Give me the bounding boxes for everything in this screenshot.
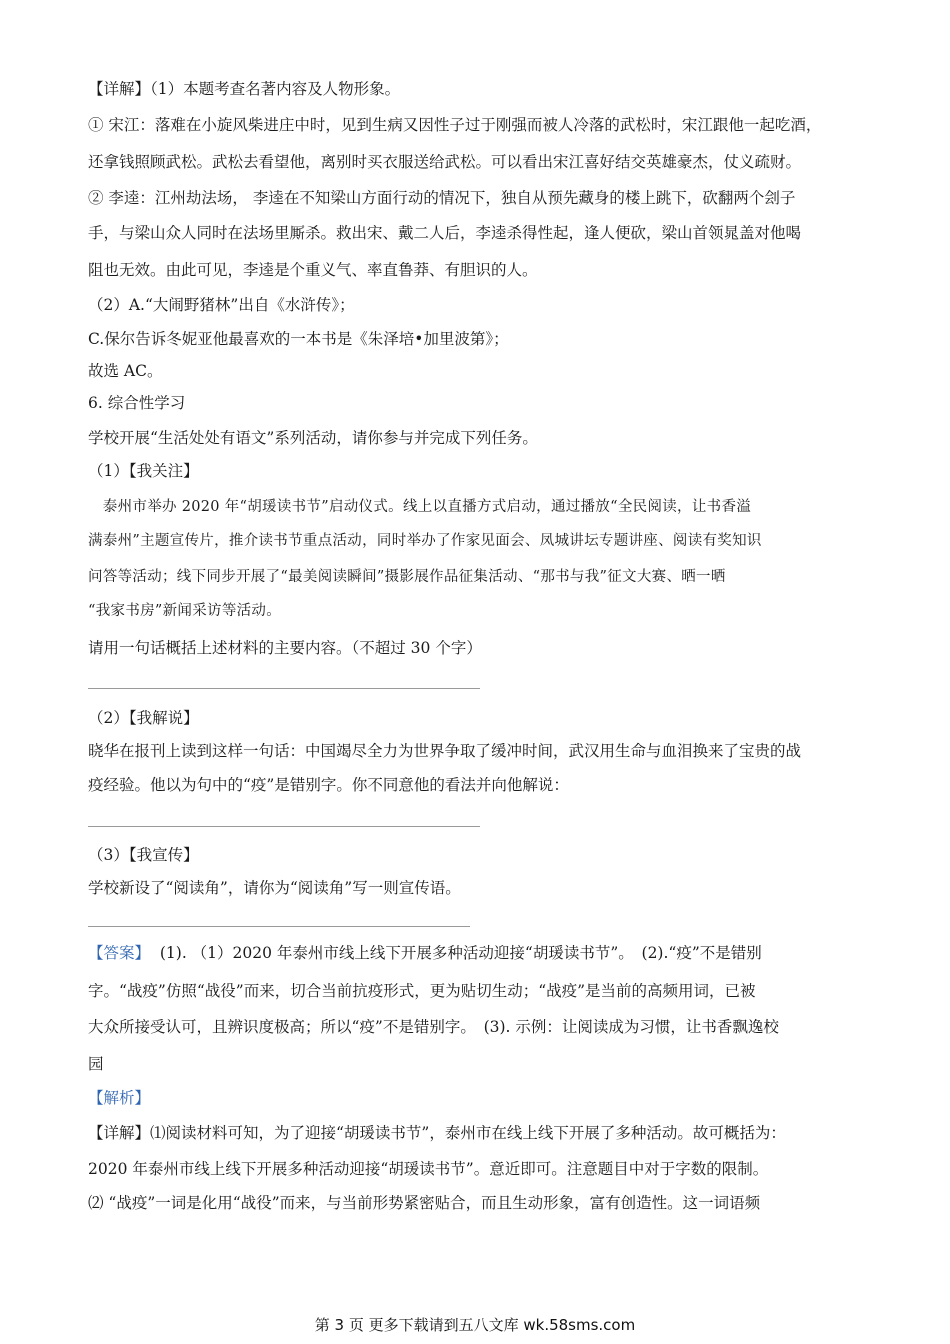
answer-line — [88, 943, 762, 963]
material-line: 泰州市举办 2020 年“胡瑗读书节”启动仪式。线上以直播方式启动，通过播放“全民阅读，让书香溢 — [88, 499, 752, 515]
text-line: 2020 年泰州市线上线下开展多种活动迎接“胡瑗读书节”。意近即可。注意题目中对于字数的限制。 — [88, 1160, 769, 1178]
answer-text: (1). （1）2020 年泰州市线上线下开展多种活动迎接“胡瑗读书节”。 (2).“疫”不是错别 — [159, 944, 762, 962]
analysis-tag: 【解析】 — [88, 1089, 151, 1107]
subtask-heading: （2）【我解说】 — [88, 709, 199, 727]
text-line: ⑵ “战疫”一词是化用“战役”而来，与当前形势紧密贴合，而且生动形象，富有创造性。这一词语频 — [88, 1194, 761, 1212]
answer-blank-line — [88, 826, 480, 827]
text-line: 【详解】⑴阅读材料可知，为了迎接“胡瑗读书节”，泰州市在线上线下开展了多种活动。故可概括为： — [88, 1124, 786, 1142]
answer-line: 大众所接受认可，且辨识度极高；所以“疫”不是错别字。 (3). 示例：让阅读成为习惯，让书香飘逸校 — [88, 1018, 779, 1036]
text-line: C.保尔告诉冬妮亚他最喜欢的一本书是《朱泽培•加里波第》； — [88, 330, 509, 348]
text-line: 晓华在报刊上读到这样一句话：中国竭尽全力为世界争取了缓冲时间，武汉用生命与血泪换来了宝贵的战 — [88, 742, 802, 760]
subtask-heading: （1）【我关注】 — [88, 462, 199, 480]
text-line: ① 宋江：落难在小旋风柴进庄中时，见到生病又因性子过于刚强而被人冷落的武松时，宋江跟他一起吃酒， — [88, 116, 822, 134]
answer-line: 园 — [88, 1055, 104, 1073]
answer-line: 字。“战疫”仿照“战役”而来，切合当前抗疫形式，更为贴切生动；“战疫”是当前的高频用词，已被 — [88, 982, 756, 1000]
text-line: 还拿钱照顾武松。武松去看望他，离别时买衣服送给武松。可以看出宋江喜好结交英雄豪杰，仗义疏财。 — [88, 153, 802, 171]
subtask-heading: （3）【我宣传】 — [88, 846, 199, 864]
text-line: 学校新设了“阅读角”，请你为“阅读角”写一则宣传语。 — [88, 879, 461, 897]
answer-blank-line — [88, 926, 470, 927]
material-line: 问答等活动；线下同步开展了“最美阅读瞬间”摄影展作品征集活动、“那书与我”征文大赛、晒一晒 — [88, 569, 726, 585]
text-line: 疫经验。他以为句中的“疫”是错别字。你不同意他的看法并向他解说： — [88, 776, 569, 794]
text-line: 学校开展“生活处处有语文”系列活动，请你参与并完成下列任务。 — [88, 429, 538, 447]
material-line: “我家书房”新闻采访等活动。 — [88, 603, 282, 619]
question-heading: 6. 综合性学习 — [88, 394, 186, 412]
page-footer: 第 3 页 更多下载请到五八文库 wk.58sms.com — [314, 1316, 636, 1334]
answer-blank-line — [88, 688, 480, 689]
text-line: （2）A.“大闹野猪林”出自《水浒传》； — [88, 296, 355, 314]
text-line: 手，与梁山众人同时在法场里厮杀。救出宋、戴二人后，李逵杀得性起，逢人便砍，梁山首领晁盖对他喝 — [88, 224, 802, 242]
material-line: 满泰州”主题宣传片，推介读书节重点活动，同时举办了作家见面会、凤城讲坛专题讲座、阅读有奖知识 — [88, 533, 762, 549]
text-line: 请用一句话概括上述材料的主要内容。（不超过 30 个字） — [88, 639, 482, 657]
answer-tag: 【答案】 — [88, 944, 151, 962]
text-line: 故选 AC。 — [88, 362, 163, 380]
text-line: ② 李逵：江州劫法场， 李逵在不知梁山方面行动的情况下，独自从预先藏身的楼上跳下，砍翻两个刽子 — [88, 189, 796, 207]
text-line: 阻也无效。由此可见，李逵是个重义气、率直鲁莽、有胆识的人。 — [88, 261, 538, 279]
text-line: 【详解】（1）本题考查名著内容及人物形象。 — [88, 80, 401, 98]
